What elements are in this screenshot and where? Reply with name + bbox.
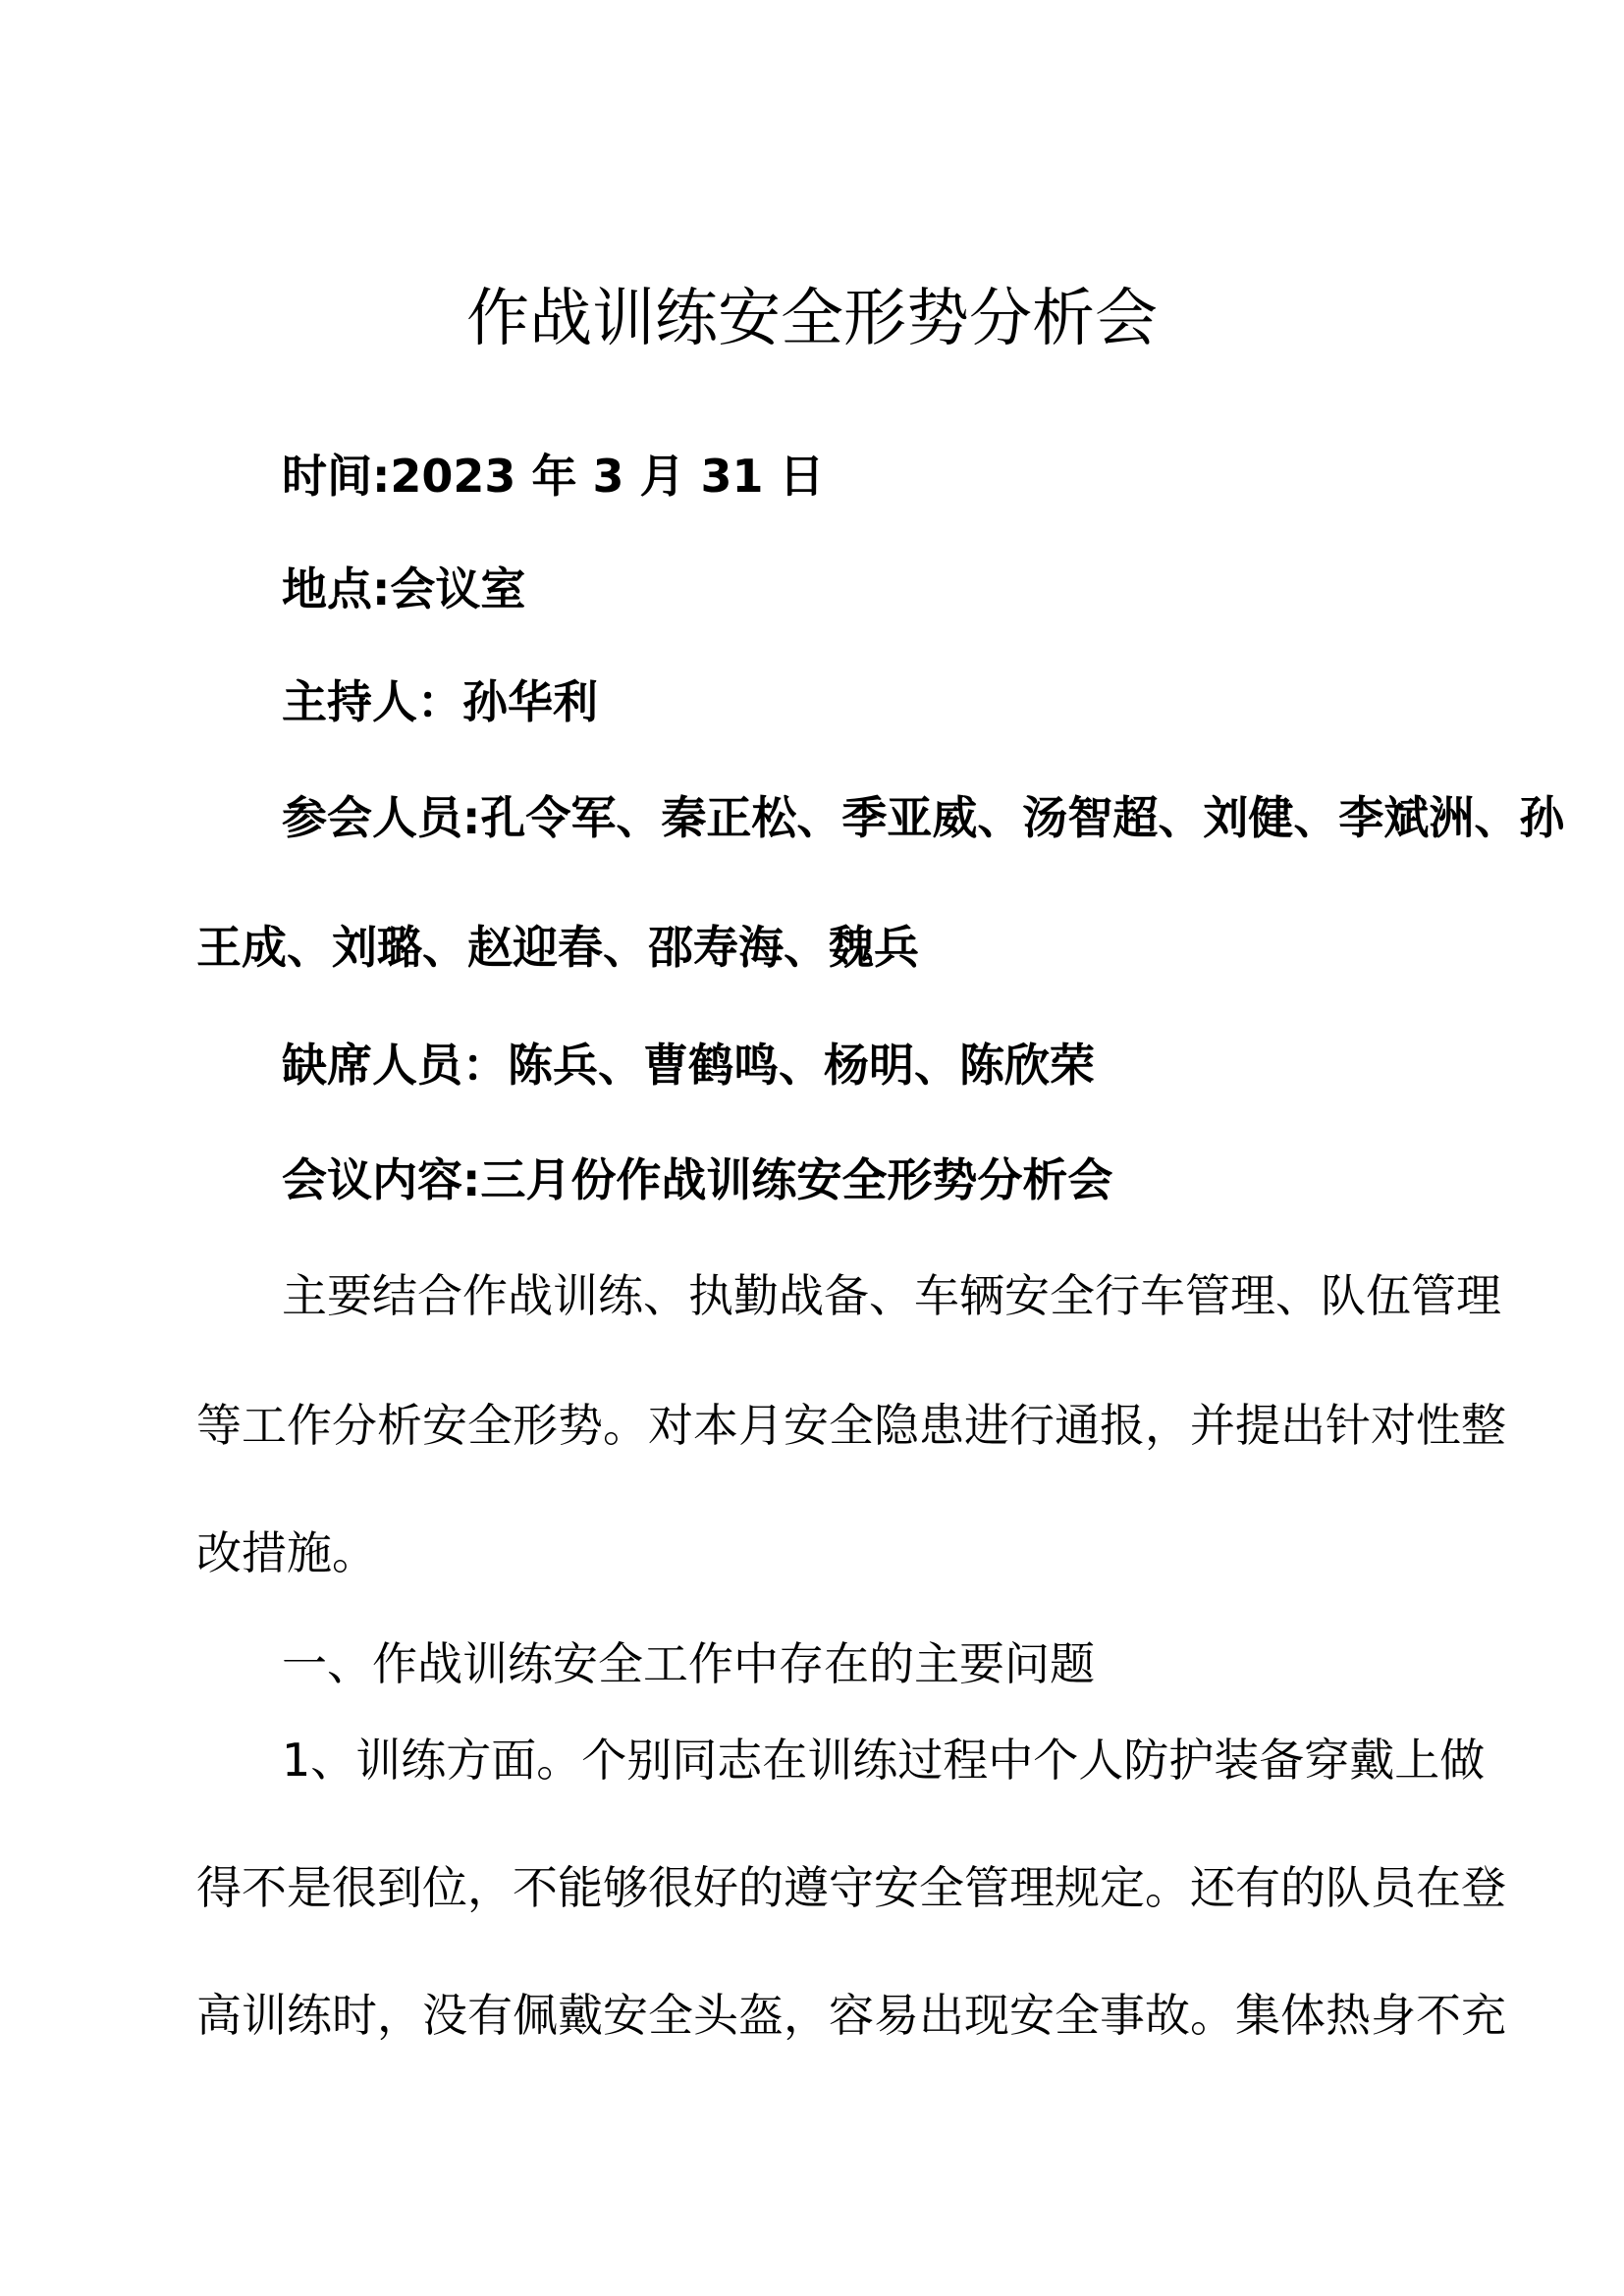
attendees-line-2: 王成、刘璐、赵迎春、邵寿海、魏兵 (196, 921, 919, 974)
attendees-line-1: 参会人员:孔令军、秦正松、季亚威、汤智超、刘健、李斌洲、孙 (282, 791, 1565, 844)
item-1-line-2: 得不是很到位，不能够很好的遵守安全管理规定。还有的队员在登 (196, 1861, 1506, 1914)
meeting-content: 会议内容:三月份作战训练安全形势分析会 (282, 1153, 1113, 1206)
document-title: 作战训练安全形势分析会 (466, 283, 1158, 355)
item-1-line-1: 1、训练方面。个别同志在训练过程中个人防护装备穿戴上做 (282, 1734, 1486, 1787)
paragraph-1-line-2: 等工作分析安全形势。对本月安全隐患进行通报，并提出针对性整 (196, 1399, 1506, 1452)
item-1-line-3: 高训练时，没有佩戴安全头盔，容易出现安全事故。集体热身不充 (196, 1989, 1506, 2042)
meeting-host: 主持人：孙华利 (282, 675, 598, 728)
meeting-time: 时间:2023 年 3 月 31 日 (282, 450, 825, 503)
absent-members: 缺席人员：陈兵、曹鹤鸣、杨明、陈欣荣 (282, 1039, 1095, 1092)
paragraph-1-line-3: 改措施。 (196, 1526, 377, 1579)
section-1-heading: 一、作战训练安全工作中存在的主要问题 (282, 1637, 1095, 1690)
meeting-place: 地点:会议室 (282, 562, 526, 615)
paragraph-1-line-1: 主要结合作战训练、执勤战备、车辆安全行车管理、队伍管理 (282, 1269, 1501, 1322)
